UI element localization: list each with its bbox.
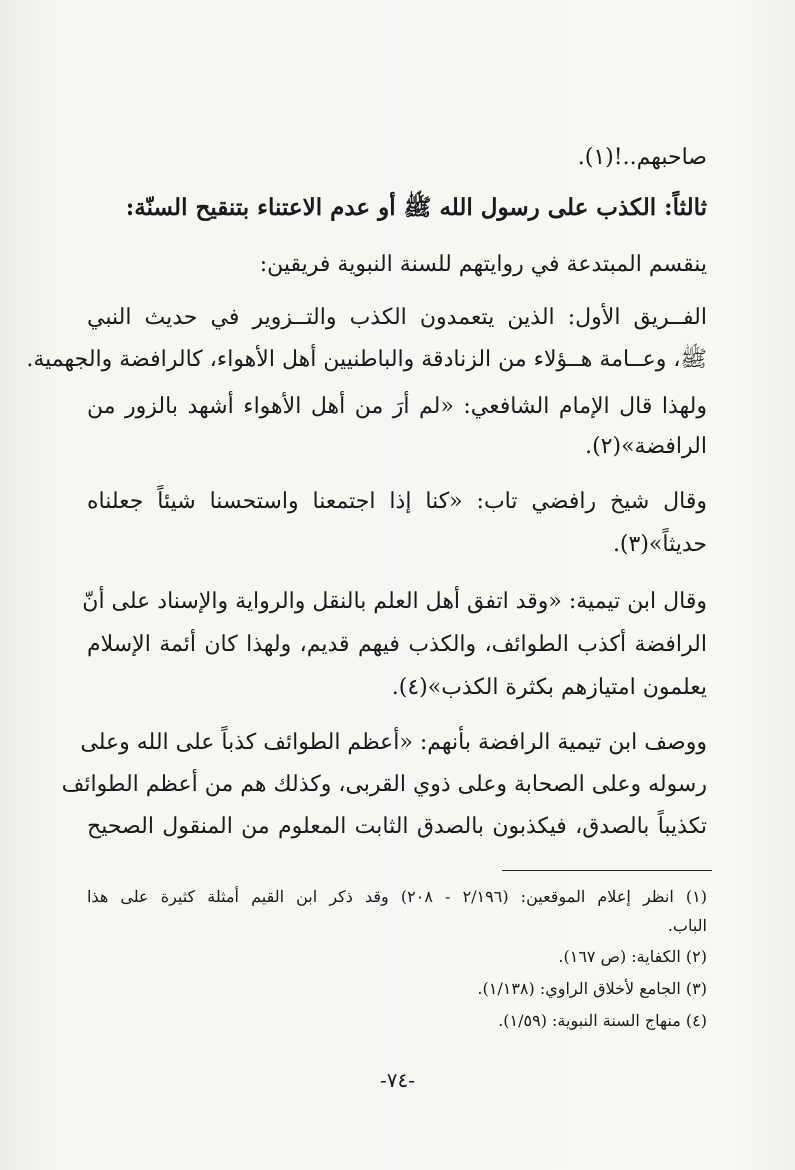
text-line: ينقسم المبتدعة في روايتهم للسنة النبوية فريقين:	[259, 252, 707, 277]
section-heading: ثالثاً: الكذب على رسول الله ﷺ أو عدم الاعتناء بتنقيح السنّة:	[125, 194, 707, 221]
page-number: -٧٤-	[379, 1068, 415, 1092]
text-line: الرافضة أكذب الطوائف، والكذب فيهم قديم، ولهذا كان أئمة الإسلام	[87, 632, 707, 657]
footnote: (١) انظر إعلام الموقعين: (٢/١٩٦ - ٢٠٨) وقد ذكر ابن القيم أمثلة كثيرة على هذا	[87, 887, 708, 906]
footnote: الباب.	[667, 916, 707, 935]
text-line: الفــريق الأول: الذين يتعمدون الكذب والتــزوير في حديث النبي	[87, 305, 707, 330]
footnote: (٣) الجامع لأخلاق الراوي: (١/١٣٨).	[477, 979, 707, 998]
footnote: (٤) منهاج السنة النبوية: (١/٥٩).	[498, 1011, 707, 1030]
text-line: ووصف ابن تيمية الرافضة بأنهم: «أعظم الطوائف كذباً على الله وعلى	[80, 730, 707, 755]
text-line: تكذيباً بالصدق، فيكذبون بالصدق الثابت المعلوم من المنقول الصحيح	[87, 814, 707, 839]
text-line: يعلمون امتيازهم بكثرة الكذب»(٤).	[391, 675, 707, 700]
text-line: صاحبهم..!(١).	[577, 145, 707, 170]
text-line: ﷺ، وعــامة هــؤلاء من الزنادقة والباطنيين أهل الأهواء، كالرافضة والجهمية.	[26, 347, 707, 372]
text-line: وقال شيخ رافضي تاب: «كنا إذا اجتمعنا واستحسنا شيئاً جعلناه	[87, 489, 707, 514]
footnote-divider	[502, 870, 712, 871]
text-line: حديثاً»(٣).	[612, 532, 707, 557]
text-line: ولهذا قال الإمام الشافعي: «لم أرَ من أهل الأهواء أشهد بالزور من	[87, 394, 707, 419]
text-line: وقال ابن تيمية: «وقد اتفق أهل العلم بالنقل والرواية والإسناد على أنّ	[82, 589, 707, 614]
footnote: (٢) الكفاية: (ص ١٦٧).	[558, 947, 707, 966]
text-line: رسوله وعلى الصحابة وعلى ذوي القربى، وكذلك هم من أعظم الطوائف	[61, 772, 707, 797]
text-line: الرافضة»(٢).	[585, 434, 707, 459]
